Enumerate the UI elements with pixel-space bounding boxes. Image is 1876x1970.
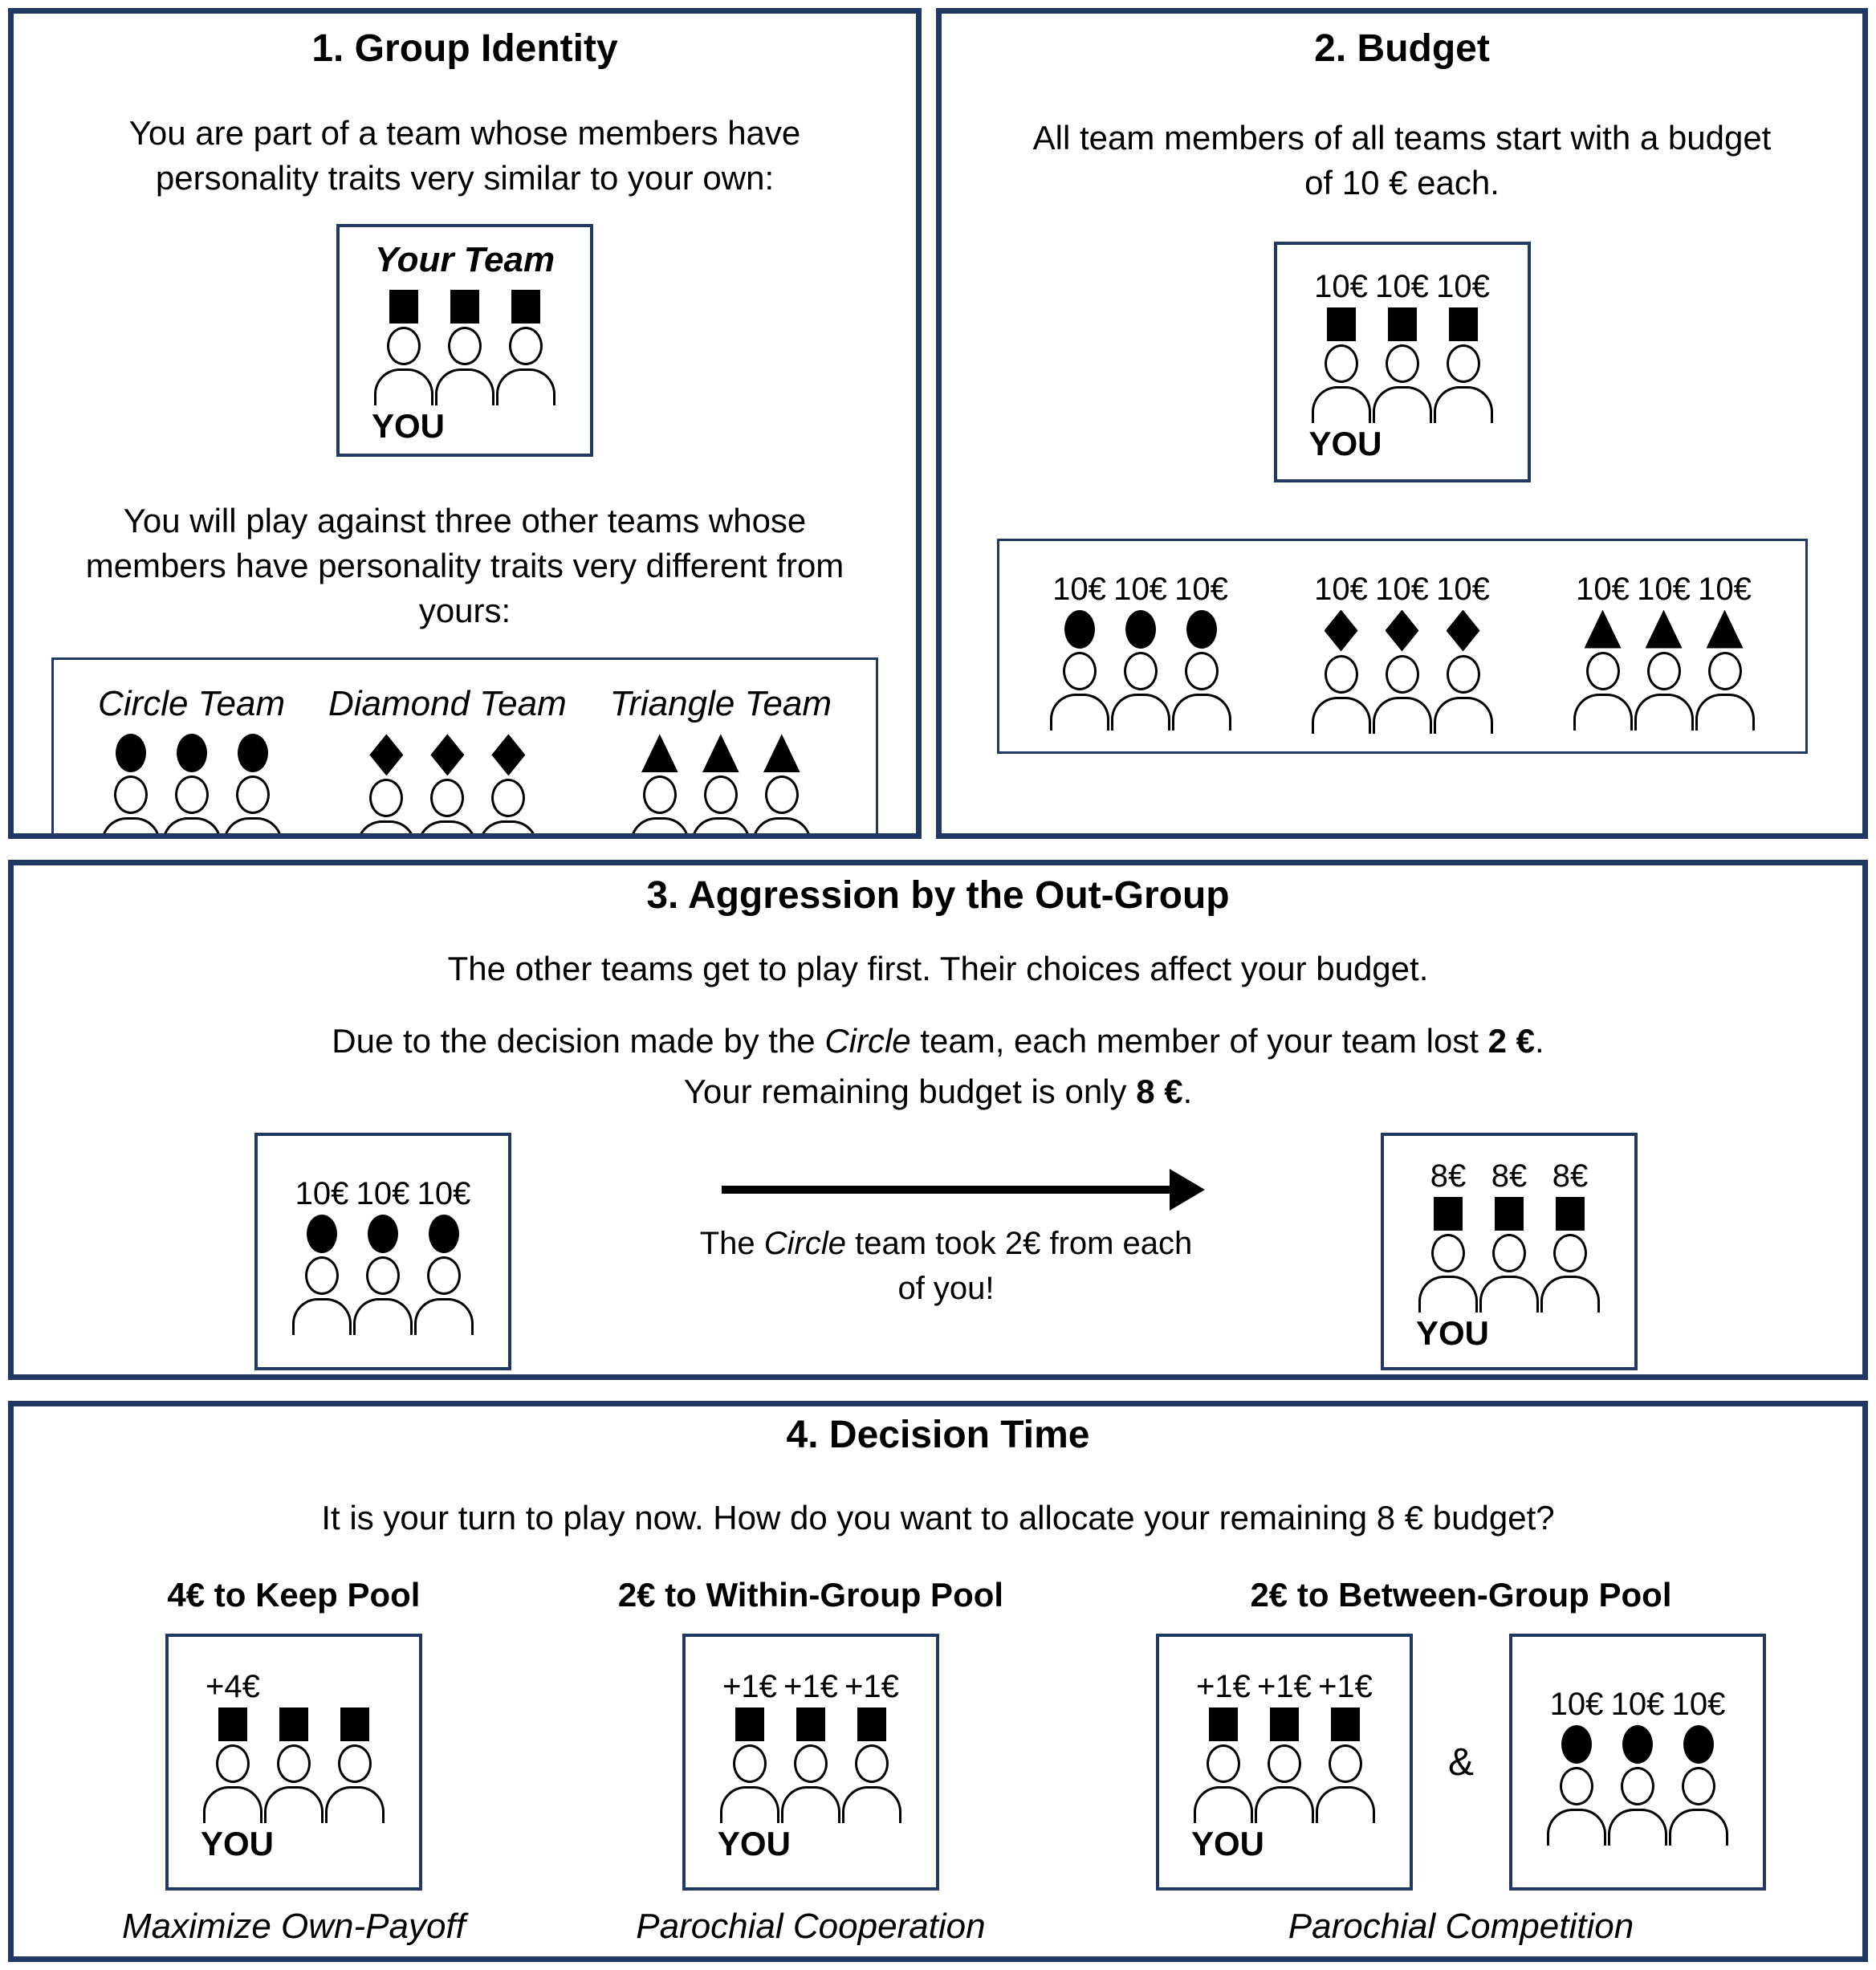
person-head-icon	[387, 327, 421, 365]
person-head-icon	[448, 327, 482, 365]
circle-icon	[307, 1215, 337, 1253]
team-member	[1666, 1683, 1731, 1846]
square-icon	[1434, 1197, 1463, 1231]
team-member	[1431, 266, 1496, 423]
circle-team-word: Circle	[824, 1022, 911, 1060]
your-team-figure	[1309, 266, 1496, 423]
person-head-icon	[704, 775, 738, 814]
budget-value: 10€	[1610, 1687, 1665, 1723]
your-team-box	[336, 224, 593, 457]
team-member	[1693, 568, 1757, 731]
panel-aggression-outgroup	[8, 860, 1868, 1380]
your-team-figure	[372, 290, 558, 405]
text-segment: team, each member of your team lost	[910, 1022, 1488, 1060]
square-icon	[389, 290, 418, 324]
your-team-figure	[201, 1666, 387, 1823]
your-team-figure	[718, 1666, 904, 1823]
person-head-icon	[1647, 652, 1681, 690]
triangle-team	[1571, 568, 1757, 731]
team-member	[689, 734, 753, 839]
text-line: personality traits very similar to your own:	[155, 159, 775, 197]
square-icon	[1209, 1707, 1238, 1741]
person-head-icon	[1325, 344, 1358, 383]
square-icon	[1388, 307, 1417, 341]
team-member	[1252, 1666, 1316, 1823]
circle-team-target-box	[1509, 1634, 1766, 1891]
person-torso-icon	[1312, 697, 1371, 734]
budget-value: 10€	[1671, 1687, 1726, 1723]
person-head-icon	[175, 775, 209, 814]
lost-amount: 2 €	[1487, 1022, 1536, 1060]
person-torso-icon	[1316, 1786, 1375, 1823]
arrow-right-icon	[722, 1186, 1171, 1194]
budget-value: 8€	[1491, 1158, 1528, 1195]
person-torso-icon	[417, 820, 477, 839]
team-member	[433, 290, 497, 405]
team-member	[201, 1666, 265, 1823]
triangle-icon	[763, 734, 800, 772]
triangle-team	[610, 684, 832, 839]
person-torso-icon	[1373, 386, 1432, 423]
option-caption: Maximize Own-Payoff	[122, 1907, 466, 1947]
person-head-icon	[427, 1256, 461, 1295]
circle-team-figure	[99, 734, 285, 839]
panel1-outro	[86, 499, 844, 634]
circle-icon	[1561, 1725, 1592, 1764]
person-head-icon	[1124, 652, 1158, 690]
arrow-column	[511, 1133, 1381, 1311]
square-icon	[1327, 307, 1356, 341]
team-member	[1571, 568, 1635, 731]
person-head-icon	[1329, 1744, 1362, 1783]
option-caption: Parochial Cooperation	[636, 1907, 986, 1947]
circle-team	[1048, 568, 1234, 731]
diamond-icon	[1386, 610, 1419, 652]
you-label: YOU	[1190, 1825, 1264, 1863]
person-head-icon	[1386, 344, 1419, 383]
person-head-icon	[765, 775, 799, 814]
panel-budget	[936, 8, 1868, 839]
budget-value: +4€	[206, 1669, 260, 1705]
panel3-title: 3. Aggression by the Out-Group	[646, 874, 1230, 917]
budget-value: 10€	[1576, 571, 1630, 607]
you-label: YOU	[372, 406, 446, 445]
circle-icon	[1186, 610, 1217, 649]
person-head-icon	[794, 1744, 828, 1783]
team-member	[412, 1173, 476, 1335]
your-team-figure	[1191, 1666, 1377, 1823]
circle-icon	[429, 1215, 459, 1253]
panel4-title: 4. Decision Time	[786, 1414, 1090, 1456]
team-member	[1431, 568, 1496, 734]
person-torso-icon	[1312, 386, 1371, 423]
budget-value: 10€	[1375, 268, 1429, 304]
you-label: YOU	[200, 1825, 274, 1863]
square-icon	[1449, 307, 1478, 341]
panel1-title: 1. Group Identity	[311, 27, 618, 70]
option-between-group-pool	[1156, 1576, 1766, 1947]
person-torso-icon	[203, 1786, 262, 1823]
option-header: 2€ to Between-Group Pool	[1250, 1576, 1672, 1614]
text-segment: .	[1535, 1022, 1544, 1060]
square-icon	[450, 290, 479, 324]
text-line: members have personality traits very different from	[85, 546, 844, 584]
budget-value: +1€	[722, 1669, 777, 1705]
team-member	[1538, 1155, 1602, 1313]
square-icon	[340, 1707, 369, 1741]
you-label: YOU	[1308, 424, 1382, 462]
person-head-icon	[1268, 1744, 1301, 1783]
aggression-figure	[14, 1133, 1862, 1370]
person-torso-icon	[1547, 1809, 1606, 1846]
team-member	[750, 734, 814, 839]
text-segment: .	[1182, 1073, 1193, 1111]
team-member	[1370, 266, 1434, 423]
budget-value: +1€	[844, 1669, 899, 1705]
budget-value: 10€	[1314, 268, 1368, 304]
panel3-detail	[332, 1016, 1544, 1117]
person-torso-icon	[1418, 1276, 1478, 1313]
square-icon	[735, 1707, 764, 1741]
person-torso-icon	[264, 1786, 324, 1823]
text-segment: The	[699, 1226, 764, 1262]
team-member	[779, 1666, 843, 1823]
person-head-icon	[1386, 655, 1419, 694]
triangle-icon	[702, 734, 739, 772]
budget-value: 10€	[1698, 571, 1752, 607]
budget-value: +1€	[1257, 1669, 1312, 1705]
budget-value: 10€	[1174, 571, 1228, 607]
team-member	[718, 1666, 782, 1823]
circle-icon	[1064, 610, 1095, 649]
panel-decision-time	[8, 1401, 1868, 1962]
person-head-icon	[855, 1744, 889, 1783]
team-member	[1370, 568, 1434, 734]
person-head-icon	[1447, 344, 1480, 383]
other-teams-box	[51, 657, 878, 839]
person-torso-icon	[325, 1786, 385, 1823]
budget-value: 10€	[1549, 1687, 1604, 1723]
text-line: yours:	[418, 592, 511, 630]
panel3-line3	[332, 1066, 1544, 1117]
team-member	[372, 290, 436, 405]
option-within-group-pool	[618, 1576, 1003, 1947]
budget-value: 10€	[1052, 571, 1106, 607]
team-member	[1191, 1666, 1255, 1823]
diamond-icon	[1447, 610, 1480, 652]
person-torso-icon	[1194, 1786, 1253, 1823]
text-line: You will play against three other teams whose	[123, 501, 807, 539]
diamond-icon	[1325, 610, 1358, 652]
budget-value: +1€	[1196, 1669, 1251, 1705]
person-torso-icon	[1111, 694, 1170, 731]
team-member	[840, 1666, 904, 1823]
panel3-line2	[332, 1016, 1544, 1066]
budget-value: +1€	[1318, 1669, 1373, 1705]
person-torso-icon	[435, 368, 494, 405]
team-member	[1632, 568, 1696, 731]
budget-value: 10€	[1113, 571, 1167, 607]
you-label: YOU	[1416, 1314, 1490, 1353]
circle-icon	[368, 1215, 398, 1253]
panel1-intro	[129, 111, 801, 201]
person-torso-icon	[781, 1786, 840, 1823]
person-torso-icon	[752, 817, 812, 839]
person-head-icon	[305, 1256, 339, 1295]
square-icon	[1331, 1707, 1360, 1741]
square-icon	[1495, 1197, 1524, 1231]
circle-team-figure	[1544, 1683, 1731, 1846]
triangle-icon	[1585, 610, 1622, 649]
person-head-icon	[1586, 652, 1620, 690]
person-torso-icon	[101, 817, 161, 839]
triangle-team-figure	[628, 734, 814, 839]
budget-value: 8€	[1430, 1158, 1467, 1195]
person-torso-icon	[1434, 386, 1493, 423]
text-line: You are part of a team whose members have	[128, 114, 801, 152]
keep-pool-box	[165, 1634, 422, 1891]
panel2-title: 2. Budget	[1314, 27, 1490, 70]
team-member	[221, 734, 285, 839]
budget-value: 10€	[1375, 571, 1429, 607]
square-icon	[857, 1707, 886, 1741]
person-torso-icon	[414, 1298, 474, 1335]
team-member	[1170, 568, 1234, 731]
square-icon	[218, 1707, 247, 1741]
circle-icon	[1683, 1725, 1714, 1764]
remaining-amount: 8 €	[1136, 1073, 1183, 1111]
square-icon	[1556, 1197, 1585, 1231]
text-segment: team took 2€ from each of you!	[845, 1226, 1193, 1307]
diamond-team	[1309, 568, 1496, 734]
person-head-icon	[1207, 1744, 1240, 1783]
square-icon	[1270, 1707, 1299, 1741]
budget-value: 10€	[1314, 571, 1368, 607]
text-segment: Due to the decision made by the	[332, 1022, 825, 1060]
diamond-team	[328, 684, 567, 839]
triangle-icon	[1646, 610, 1683, 649]
option-keep-pool	[122, 1576, 466, 1947]
team-member	[160, 734, 224, 839]
circle-team-box	[254, 1133, 511, 1370]
person-torso-icon	[1669, 1809, 1728, 1846]
budget-value: 10€	[417, 1176, 471, 1212]
team-member	[415, 734, 479, 839]
person-head-icon	[1553, 1234, 1587, 1272]
budget-value: 8€	[1552, 1158, 1589, 1195]
your-team-after-box	[1381, 1133, 1638, 1370]
top-row	[8, 8, 1868, 839]
team-member	[1048, 568, 1112, 731]
person-head-icon	[1063, 652, 1097, 690]
person-torso-icon	[356, 820, 416, 839]
person-torso-icon	[1695, 694, 1755, 731]
your-team-gain-box	[1156, 1634, 1413, 1891]
panel-group-identity	[8, 8, 922, 839]
diamond-team-figure	[1309, 568, 1496, 734]
person-torso-icon	[496, 368, 555, 405]
person-torso-icon	[1634, 694, 1694, 731]
team-member	[290, 1173, 354, 1335]
panel3-line1: The other teams get to play first. Their choices affect your budget.	[447, 950, 1429, 987]
person-head-icon	[509, 327, 543, 365]
team-member	[476, 734, 540, 839]
circle-team	[98, 684, 285, 839]
budget-value: 10€	[1436, 571, 1490, 607]
within-group-box	[682, 1634, 939, 1891]
triangle-team-figure	[1571, 568, 1757, 731]
team-member	[1313, 1666, 1377, 1823]
person-head-icon	[338, 1744, 372, 1783]
person-head-icon	[1447, 655, 1480, 694]
person-torso-icon	[691, 817, 751, 839]
person-head-icon	[1431, 1234, 1465, 1272]
team-member	[1309, 568, 1373, 734]
budget-value: 10€	[1436, 268, 1490, 304]
circle-icon	[1125, 610, 1156, 649]
diamond-icon	[430, 734, 464, 775]
panel2-intro	[1033, 116, 1772, 206]
person-torso-icon	[292, 1298, 352, 1335]
team-member	[1309, 266, 1373, 423]
person-head-icon	[643, 775, 677, 814]
circle-icon	[116, 734, 146, 772]
team-member	[1109, 568, 1173, 731]
person-head-icon	[1492, 1234, 1526, 1272]
person-torso-icon	[1255, 1786, 1314, 1823]
triangle-icon	[1707, 610, 1744, 649]
person-head-icon	[1560, 1767, 1593, 1805]
circle-team-word: Circle	[763, 1226, 846, 1262]
person-torso-icon	[842, 1786, 901, 1823]
person-torso-icon	[1573, 694, 1633, 731]
person-torso-icon	[1540, 1276, 1600, 1313]
circle-team-figure	[1048, 568, 1234, 731]
square-icon	[796, 1707, 825, 1741]
diamond-icon	[369, 734, 403, 775]
triangle-icon	[641, 734, 678, 772]
person-head-icon	[369, 779, 403, 817]
text-line: All team members of all teams start with a budget	[1032, 119, 1772, 157]
panel4-question: It is your turn to play now. How do you want to allocate your remaining 8 € budget?	[321, 1499, 1555, 1537]
triangle-team-label: Triangle Team	[609, 684, 832, 724]
circle-team-figure	[290, 1173, 476, 1335]
team-member	[262, 1666, 326, 1823]
arrow-caption	[690, 1221, 1203, 1311]
your-team-label: Your Team	[374, 239, 555, 279]
person-head-icon	[114, 775, 148, 814]
circle-icon	[238, 734, 268, 772]
budget-value: 10€	[295, 1176, 349, 1212]
person-head-icon	[236, 775, 270, 814]
person-head-icon	[216, 1744, 250, 1783]
person-torso-icon	[223, 817, 283, 839]
text-segment: Your remaining budget is only	[683, 1073, 1137, 1111]
diamond-team-label: Diamond Team	[328, 684, 567, 724]
diamond-icon	[491, 734, 525, 775]
team-member	[628, 734, 692, 839]
person-torso-icon	[1479, 1276, 1539, 1313]
person-head-icon	[277, 1744, 311, 1783]
your-team-budget-box	[1274, 242, 1531, 482]
person-torso-icon	[1373, 697, 1432, 734]
budget-value: +1€	[783, 1669, 838, 1705]
square-icon	[279, 1707, 308, 1741]
other-teams-budget-box	[997, 539, 1808, 754]
ampersand-connector: &	[1447, 1740, 1474, 1784]
option-header: 2€ to Within-Group Pool	[617, 1576, 1004, 1614]
between-group-pair	[1156, 1634, 1766, 1891]
option-caption: Parochial Competition	[1288, 1907, 1634, 1947]
team-member	[1544, 1683, 1609, 1846]
person-head-icon	[366, 1256, 400, 1295]
person-torso-icon	[1172, 694, 1231, 731]
person-head-icon	[1621, 1767, 1654, 1805]
person-torso-icon	[720, 1786, 779, 1823]
person-torso-icon	[630, 817, 690, 839]
option-header: 4€ to Keep Pool	[167, 1576, 421, 1614]
person-torso-icon	[162, 817, 222, 839]
circle-icon	[1622, 1725, 1653, 1764]
budget-value: 10€	[356, 1176, 410, 1212]
team-member	[354, 734, 418, 839]
person-head-icon	[1708, 652, 1742, 690]
person-head-icon	[491, 779, 525, 817]
team-member	[1477, 1155, 1541, 1313]
team-member	[351, 1173, 415, 1335]
person-torso-icon	[1608, 1809, 1667, 1846]
person-torso-icon	[1050, 694, 1109, 731]
person-head-icon	[733, 1744, 767, 1783]
person-torso-icon	[478, 820, 538, 839]
team-member	[1416, 1155, 1480, 1313]
circle-icon	[177, 734, 207, 772]
person-torso-icon	[1434, 697, 1493, 734]
team-member	[494, 290, 558, 405]
budget-value: 10€	[1637, 571, 1691, 607]
person-head-icon	[430, 779, 464, 817]
square-icon	[511, 290, 540, 324]
diamond-team-figure	[354, 734, 540, 839]
text-line: of 10 € each.	[1304, 164, 1500, 202]
decision-options	[14, 1576, 1862, 1947]
person-head-icon	[1185, 652, 1219, 690]
team-member	[1605, 1683, 1670, 1846]
person-head-icon	[1682, 1767, 1715, 1805]
your-team-figure	[1416, 1155, 1602, 1313]
team-member	[99, 734, 163, 839]
circle-team-label: Circle Team	[98, 684, 286, 724]
team-member	[323, 1666, 387, 1823]
person-torso-icon	[353, 1298, 413, 1335]
person-torso-icon	[374, 368, 433, 405]
person-head-icon	[1325, 655, 1358, 694]
you-label: YOU	[717, 1825, 791, 1863]
